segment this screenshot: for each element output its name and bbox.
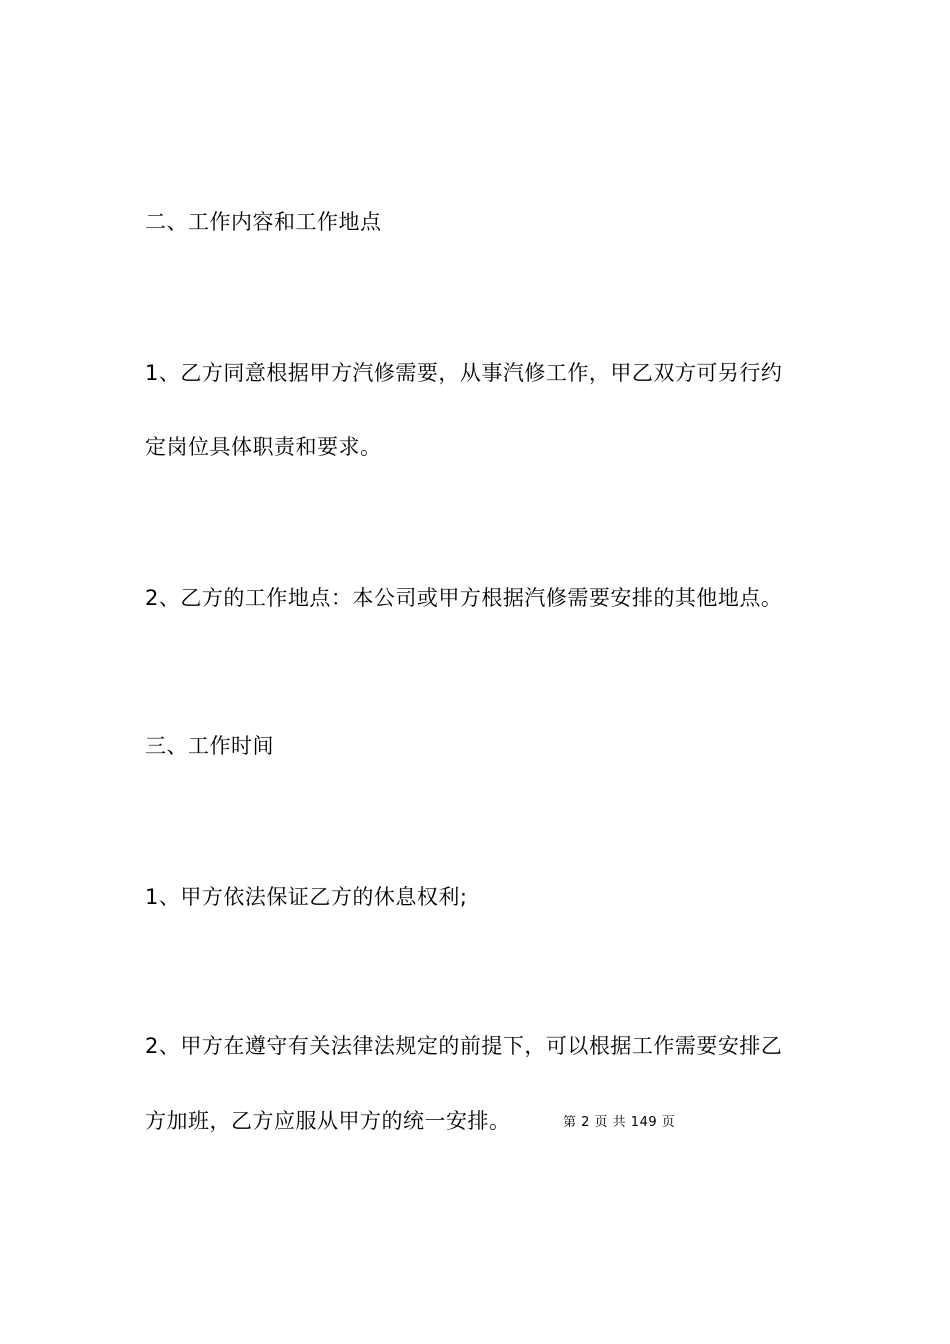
paragraph-line: 2、乙方的工作地点：本公司或甲方根据汽修需要安排的其他地点。 [145, 586, 783, 610]
paragraph-line: 定岗位具体职责和要求。 [145, 435, 382, 459]
paragraph-line: 1、甲方依法保证乙方的休息权利; [145, 885, 468, 909]
paragraph-line: 方加班，乙方应服从甲方的统一安排。 [145, 1109, 511, 1133]
section-heading-work-content: 二、工作内容和工作地点 [145, 210, 382, 234]
paragraph-line: 2、甲方在遵守有关法律法规定的前提下，可以根据工作需要安排乙 [145, 1034, 783, 1058]
section-heading-work-time: 三、工作时间 [145, 734, 274, 758]
paragraph-line: 1、乙方同意根据甲方汽修需要，从事汽修工作，甲乙双方可另行约 [145, 361, 783, 385]
page-number-footer: 第 2 页 共 149 页 [563, 1115, 676, 1130]
